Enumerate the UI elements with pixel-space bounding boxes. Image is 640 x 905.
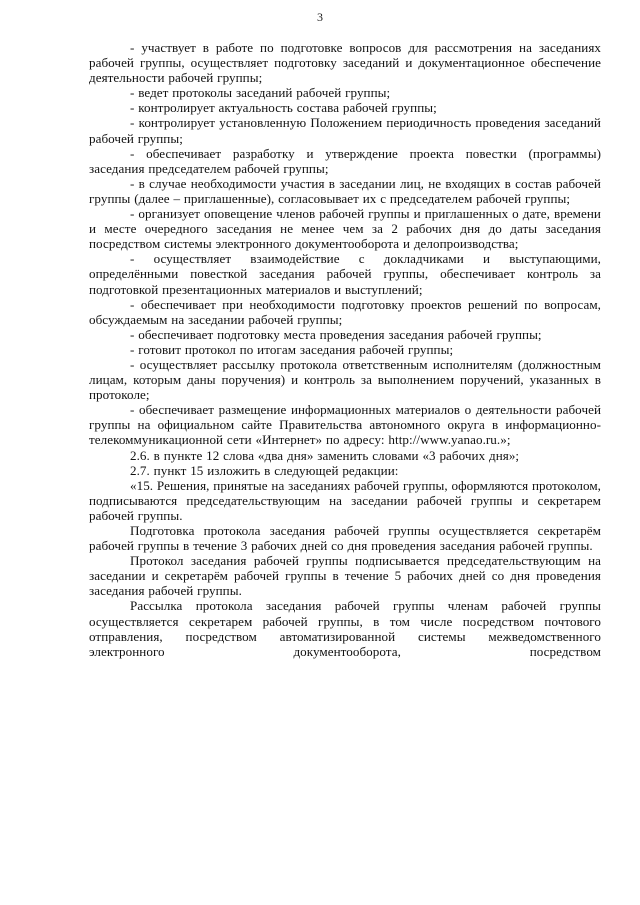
list-item-paragraph: - обеспечивает при необходимости подготовку проектов решений по вопросам, обсуждаемым на заседании рабочей группы;	[89, 296, 601, 327]
amendment-paragraph: 2.6. в пункте 12 слова «два дня» заменить словами «3 рабочих дня»;	[130, 447, 520, 463]
list-item-paragraph: - организует оповещение членов рабочей группы и приглашенных о дате, времени и месте очередного заседания не менее чем за 2 рабочих дня до даты заседания посредством системы электронного документооборота и делопроизводства;	[89, 206, 601, 252]
quoted-clause-paragraph: «15. Решения, принятые на заседаниях рабочей группы, оформляются протоколом, подписываются председательствующим на заседании рабочей группы и секретарем рабочей группы.	[89, 477, 602, 523]
quoted-clause-paragraph: Рассылка протокола заседания рабочей группы членам рабочей группы осуществляется секретарем рабочей группы, в том числе посредством почтового отправления, посредством автоматизированной системы межведомственного электронного документооборота, посредством	[89, 598, 601, 659]
document-body	[89, 40, 601, 659]
list-item-paragraph: - в случае необходимости участия в заседании лиц, не входящих в состав рабочей группы (далее – приглашенные), согласовывает их с председателем рабочей группы;	[89, 175, 601, 206]
list-item-paragraph: - контролирует актуальность состава рабочей группы;	[130, 100, 437, 116]
list-item-paragraph: - участвует в работе по подготовке вопросов для рассмотрения на заседаниях рабочей группы, осуществляет подготовку заседаний и документационное обеспечение деятельности рабочей группы;	[89, 40, 601, 86]
quoted-clause-paragraph: Протокол заседания рабочей группы подписывается председательствующим на заседании и секретарём рабочей группы в течение 5 рабочих дней со дня проведения заседания рабочей группы.	[89, 553, 601, 599]
list-item-paragraph: - контролирует установленную Положением периодичность проведения заседаний рабочей группы;	[89, 115, 601, 146]
list-item-paragraph: - готовит протокол по итогам заседания рабочей группы;	[130, 341, 454, 357]
amendment-paragraph: 2.7. пункт 15 изложить в следующей редакции:	[130, 462, 399, 478]
quoted-clause-paragraph: Подготовка протокола заседания рабочей группы осуществляется секретарём рабочей группы в течение 3 рабочих дней со дня проведения заседания рабочей группы.	[89, 523, 601, 554]
list-item-paragraph: - осуществляет рассылку протокола ответственным исполнителям (должностным лицам, которым даны поручения) и контроль за выполнением поручений, указанных в протоколе;	[89, 356, 601, 403]
list-item-paragraph: - обеспечивает разработку и утверждение проекта повестки (программы) заседания председателем рабочей группы;	[89, 145, 601, 176]
list-item-paragraph: - осуществляет взаимодействие с докладчиками и выступающими, определёнными повесткой заседания рабочей группы, обеспечивает контроль за подготовкой презентационных материалов и выступлений;	[89, 251, 601, 297]
list-item-paragraph: - обеспечивает подготовку места проведения заседания рабочей группы;	[130, 326, 542, 342]
page-number: 3	[317, 10, 323, 24]
list-item-paragraph: - ведет протоколы заседаний рабочей группы;	[130, 85, 391, 101]
list-item-paragraph: - обеспечивает размещение информационных материалов о деятельности рабочей группы на официальном сайте Правительства автономного округа в информационно-телекоммуникационной сети «Интернет» по адресу: http://www.yanao.ru.»;	[89, 402, 601, 448]
